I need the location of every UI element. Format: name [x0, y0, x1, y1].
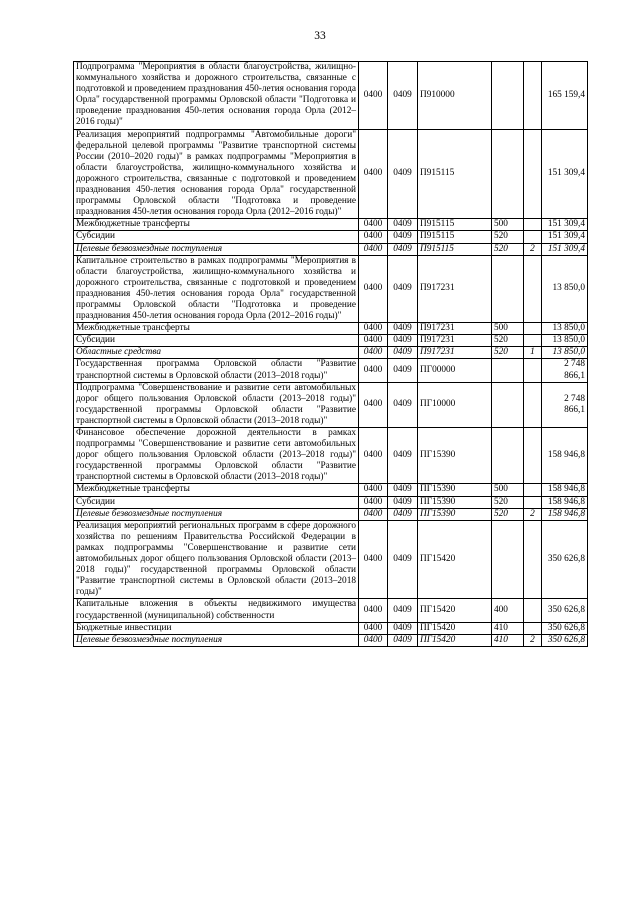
row-subsection-code: 0409 — [388, 508, 418, 520]
row-program-code: П910000 — [418, 62, 492, 130]
row-name: Межбюджетные трансферты — [74, 484, 359, 496]
table-row — [74, 231, 588, 243]
row-name: Финансовое обеспечение дорожной деятельности в рамках подпрограммы "Совершенствование и развитие сети автомобильных дорог общего пользования Орловской области (2013–2018 годы)" государственной программы Орловской области "Развитие транспортной системы в Орловской области (2013–2018 годы)" — [74, 428, 359, 484]
row-amount: 151 309,4 — [542, 243, 588, 255]
table-row — [74, 496, 588, 508]
row-program-code: ПГ00000 — [418, 359, 492, 382]
row-name: Субсидии — [74, 335, 359, 347]
row-section-code: 0400 — [359, 323, 388, 335]
row-subsection-code: 0409 — [388, 634, 418, 646]
row-amount: 350 626,8 — [542, 520, 588, 599]
row-program-code: П917231 — [418, 255, 492, 323]
row-section-code: 0400 — [359, 231, 388, 243]
row-expense-type-code: 410 — [492, 622, 524, 634]
row-subsection-code: 0409 — [388, 599, 418, 622]
row-subsection-code: 0409 — [388, 243, 418, 255]
row-funding-source-code — [524, 382, 542, 427]
row-funding-source-code — [524, 62, 542, 130]
row-program-code: П917231 — [418, 335, 492, 347]
row-amount: 158 946,8 — [542, 496, 588, 508]
row-expense-type-code: 500 — [492, 484, 524, 496]
table-row — [74, 323, 588, 335]
row-subsection-code: 0409 — [388, 335, 418, 347]
row-subsection-code: 0409 — [388, 496, 418, 508]
row-subsection-code: 0409 — [388, 428, 418, 484]
table-row — [74, 382, 588, 427]
row-section-code: 0400 — [359, 219, 388, 231]
row-subsection-code: 0409 — [388, 382, 418, 427]
table-row — [74, 129, 588, 219]
row-name: Капитальное строительство в рамках подпрограммы "Мероприятия в области благоустройства, жилищно-коммунального хозяйства и дорожного строительства, связанные с подготовкой и проведением празднования 450-летия основания города Орла" государственной программы Орловской области "Подготовка и проведение празднования 450-летия основания города Орла (2012–2016 годы)" — [74, 255, 359, 323]
table-row — [74, 62, 588, 130]
row-subsection-code: 0409 — [388, 129, 418, 219]
row-amount: 151 309,4 — [542, 129, 588, 219]
row-expense-type-code — [492, 62, 524, 130]
row-expense-type-code: 500 — [492, 323, 524, 335]
row-name: Межбюджетные трансферты — [74, 219, 359, 231]
row-expense-type-code: 520 — [492, 347, 524, 359]
row-amount: 350 626,8 — [542, 599, 588, 622]
row-amount: 13 850,0 — [542, 347, 588, 359]
row-amount: 2 748 866,1 — [542, 359, 588, 382]
budget-table — [73, 61, 588, 647]
row-expense-type-code: 520 — [492, 231, 524, 243]
row-name: Целевые безвозмездные поступления — [74, 243, 359, 255]
row-subsection-code: 0409 — [388, 359, 418, 382]
row-expense-type-code — [492, 359, 524, 382]
row-amount: 165 159,4 — [542, 62, 588, 130]
row-funding-source-code — [524, 520, 542, 599]
row-name: Капитальные вложения в объекты недвижимого имущества государственной (муниципальной) собственности — [74, 599, 359, 622]
row-name: Бюджетные инвестиции — [74, 622, 359, 634]
row-program-code: П915115 — [418, 219, 492, 231]
row-section-code: 0400 — [359, 382, 388, 427]
page-number: 33 — [314, 30, 326, 42]
row-funding-source-code: 2 — [524, 634, 542, 646]
row-amount: 2 748 866,1 — [542, 382, 588, 427]
row-name: Субсидии — [74, 496, 359, 508]
row-funding-source-code: 2 — [524, 508, 542, 520]
table-row — [74, 484, 588, 496]
row-program-code: П915115 — [418, 231, 492, 243]
row-expense-type-code — [492, 428, 524, 484]
table-row — [74, 428, 588, 484]
row-section-code: 0400 — [359, 599, 388, 622]
table-row — [74, 508, 588, 520]
row-program-code: ПГ15420 — [418, 520, 492, 599]
row-funding-source-code — [524, 599, 542, 622]
row-program-code: П915115 — [418, 129, 492, 219]
row-name: Областные средства — [74, 347, 359, 359]
row-section-code: 0400 — [359, 335, 388, 347]
row-section-code: 0400 — [359, 129, 388, 219]
row-section-code: 0400 — [359, 62, 388, 130]
table-row — [74, 599, 588, 622]
row-subsection-code: 0409 — [388, 520, 418, 599]
row-subsection-code: 0409 — [388, 255, 418, 323]
row-funding-source-code — [524, 484, 542, 496]
row-expense-type-code: 410 — [492, 634, 524, 646]
row-subsection-code: 0409 — [388, 62, 418, 130]
row-section-code: 0400 — [359, 484, 388, 496]
row-funding-source-code — [524, 255, 542, 323]
row-name: Подпрограмма "Совершенствование и развитие сети автомобильных дорог общего пользования Орловской области (2013–2018 годы)" государственной программы Орловской области "Развитие транспортной системы в Орловской области (2013–2018 годы)" — [74, 382, 359, 427]
row-funding-source-code — [524, 231, 542, 243]
row-section-code: 0400 — [359, 520, 388, 599]
row-expense-type-code: 500 — [492, 219, 524, 231]
row-funding-source-code: 2 — [524, 243, 542, 255]
row-section-code: 0400 — [359, 634, 388, 646]
row-amount: 158 946,8 — [542, 484, 588, 496]
row-subsection-code: 0409 — [388, 231, 418, 243]
table-row — [74, 520, 588, 599]
row-program-code: П917231 — [418, 347, 492, 359]
row-funding-source-code: 1 — [524, 347, 542, 359]
row-name: Реализация мероприятий региональных программ в сфере дорожного хозяйства по решениям Правительства Российской Федерации в рамках подпрограммы "Совершенствование и развитие сети автомобильных дорог общего пользования Орловской области (2013–2018 годы)" государственной программы Орловской области "Развитие транспортной системы в Орловской области (2013–2018 годы)" — [74, 520, 359, 599]
row-name: Субсидии — [74, 231, 359, 243]
row-section-code: 0400 — [359, 255, 388, 323]
row-name: Целевые безвозмездные поступления — [74, 508, 359, 520]
row-funding-source-code — [524, 622, 542, 634]
row-expense-type-code: 520 — [492, 496, 524, 508]
row-funding-source-code — [524, 359, 542, 382]
row-program-code: ПГ10000 — [418, 382, 492, 427]
row-section-code: 0400 — [359, 347, 388, 359]
row-name: Целевые безвозмездные поступления — [74, 634, 359, 646]
row-amount: 350 626,8 — [542, 634, 588, 646]
table-row — [74, 335, 588, 347]
row-expense-type-code — [492, 520, 524, 599]
row-program-code: ПГ15390 — [418, 508, 492, 520]
table-row — [74, 219, 588, 231]
table-row — [74, 359, 588, 382]
row-amount: 151 309,4 — [542, 231, 588, 243]
row-amount: 13 850,0 — [542, 335, 588, 347]
row-program-code: ПГ15390 — [418, 428, 492, 484]
row-program-code: ПГ15420 — [418, 634, 492, 646]
row-program-code: П917231 — [418, 323, 492, 335]
row-expense-type-code: 400 — [492, 599, 524, 622]
row-name: Межбюджетные трансферты — [74, 323, 359, 335]
row-funding-source-code — [524, 129, 542, 219]
row-name: Государственная программа Орловской области "Развитие транспортной системы в Орловской области (2013–2018 годы)" — [74, 359, 359, 382]
row-section-code: 0400 — [359, 359, 388, 382]
row-expense-type-code: 520 — [492, 335, 524, 347]
row-section-code: 0400 — [359, 508, 388, 520]
table-row — [74, 634, 588, 646]
row-section-code: 0400 — [359, 622, 388, 634]
row-funding-source-code — [524, 496, 542, 508]
row-subsection-code: 0409 — [388, 484, 418, 496]
row-program-code: ПГ15420 — [418, 599, 492, 622]
row-amount: 151 309,4 — [542, 219, 588, 231]
row-amount: 13 850,0 — [542, 255, 588, 323]
table-row — [74, 622, 588, 634]
table-row — [74, 347, 588, 359]
table-row — [74, 255, 588, 323]
row-amount: 350 626,8 — [542, 622, 588, 634]
row-expense-type-code — [492, 129, 524, 219]
row-program-code: ПГ15390 — [418, 496, 492, 508]
row-program-code: ПГ15420 — [418, 622, 492, 634]
row-name: Подпрограмма "Мероприятия в области благоустройства, жилищно-коммунального хозяйства и дорожного строительства, связанные с подготовкой и проведением празднования 450-летия основания города Орла" государственной программы Орловской области "Подготовка и проведение празднования 450-летия основания города Орла (2012–2016 годы)" — [74, 62, 359, 130]
row-amount: 13 850,0 — [542, 323, 588, 335]
row-subsection-code: 0409 — [388, 622, 418, 634]
row-section-code: 0400 — [359, 243, 388, 255]
row-amount: 158 946,8 — [542, 508, 588, 520]
row-name: Реализация мероприятий подпрограммы "Автомобильные дороги" федеральной целевой программы "Развитие транспортной системы России (2010–2020 годы)" в рамках подпрограммы "Мероприятия в области благоустройства, жилищно-коммунального хозяйства и дорожного строительства, связанные с подготовкой и проведением празднования 450-летия основания города Орла" государственной программы Орловской области "Подготовка и проведение празднования 450-летия основания города Орла (2012–2016 годы)" — [74, 129, 359, 219]
row-section-code: 0400 — [359, 428, 388, 484]
row-amount: 158 946,8 — [542, 428, 588, 484]
row-expense-type-code: 520 — [492, 243, 524, 255]
row-subsection-code: 0409 — [388, 323, 418, 335]
row-expense-type-code: 520 — [492, 508, 524, 520]
row-funding-source-code — [524, 323, 542, 335]
row-funding-source-code — [524, 335, 542, 347]
row-expense-type-code — [492, 382, 524, 427]
row-expense-type-code — [492, 255, 524, 323]
row-funding-source-code — [524, 219, 542, 231]
row-section-code: 0400 — [359, 496, 388, 508]
row-program-code: П915115 — [418, 243, 492, 255]
table-row — [74, 243, 588, 255]
row-program-code: ПГ15390 — [418, 484, 492, 496]
row-subsection-code: 0409 — [388, 347, 418, 359]
row-subsection-code: 0409 — [388, 219, 418, 231]
row-funding-source-code — [524, 428, 542, 484]
